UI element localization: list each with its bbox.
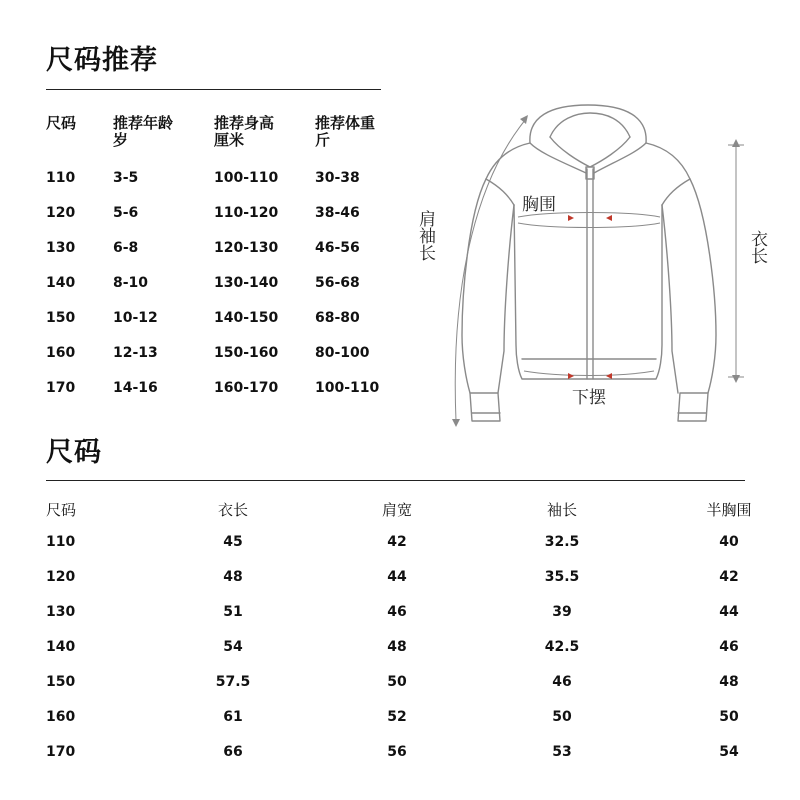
size-cell-length: 45 xyxy=(223,534,243,550)
size-header-sleeve: 袖长 xyxy=(546,501,577,519)
size-cell-shoulder: 46 xyxy=(387,604,407,620)
recommend-cell-age: 12-13 xyxy=(113,345,158,361)
recommend-title-rule xyxy=(46,89,381,90)
recommend-cell-height: 110-120 xyxy=(214,205,279,221)
recommend-cell-height: 160-170 xyxy=(214,380,279,396)
recommend-title: 尺码推荐 xyxy=(46,45,158,76)
recommend-cell-weight: 38-46 xyxy=(315,205,360,221)
size-cell-shoulder: 52 xyxy=(387,709,407,725)
recommend-cell-size: 130 xyxy=(46,240,76,256)
size-title-rule xyxy=(46,480,745,481)
sleeve-arrow-top-icon xyxy=(520,115,528,124)
hem-arrow-right-icon xyxy=(606,373,612,379)
size-cell-sleeve: 39 xyxy=(552,604,572,620)
recommend-cell-size: 140 xyxy=(46,275,76,291)
length-arrow-bottom-icon xyxy=(732,375,740,383)
chest-label: 胸围 xyxy=(522,195,556,215)
recommend-cell-size: 160 xyxy=(46,345,76,361)
shoulder-sleeve-label: 肩袖长 xyxy=(415,210,435,261)
size-cell-sleeve: 46 xyxy=(552,674,572,690)
sleeve-arrow-bottom-icon xyxy=(452,419,460,427)
recommend-cell-height: 120-130 xyxy=(214,240,279,256)
size-cell-half-chest: 46 xyxy=(719,639,739,655)
size-cell-length: 48 xyxy=(223,569,243,585)
recommend-cell-height: 140-150 xyxy=(214,310,279,326)
recommend-header-height: 推荐身高 厘米 xyxy=(214,114,275,149)
recommend-header-age: 推荐年龄 岁 xyxy=(113,114,174,149)
size-cell-shoulder: 50 xyxy=(387,674,407,690)
recommend-cell-weight: 56-68 xyxy=(315,275,360,291)
size-cell-length: 57.5 xyxy=(215,674,251,690)
size-cell-shoulder: 42 xyxy=(387,534,407,550)
size-header-length: 衣长 xyxy=(217,501,248,519)
size-cell-size: 120 xyxy=(46,569,76,585)
recommend-cell-age: 6-8 xyxy=(113,240,139,256)
recommend-header-weight: 推荐体重 斤 xyxy=(315,114,376,149)
size-cell-half-chest: 54 xyxy=(719,744,739,760)
size-cell-sleeve: 50 xyxy=(552,709,572,725)
size-cell-size: 140 xyxy=(46,639,76,655)
recommend-cell-height: 100-110 xyxy=(214,170,279,186)
recommend-header-size: 尺码 xyxy=(46,114,77,132)
size-cell-size: 110 xyxy=(46,534,76,550)
size-cell-size: 170 xyxy=(46,744,76,760)
recommend-cell-height: 130-140 xyxy=(214,275,279,291)
size-cell-sleeve: 42.5 xyxy=(544,639,580,655)
size-cell-size: 130 xyxy=(46,604,76,620)
size-cell-sleeve: 32.5 xyxy=(544,534,580,550)
size-title: 尺码 xyxy=(46,437,102,468)
size-cell-length: 66 xyxy=(223,744,243,760)
size-cell-shoulder: 48 xyxy=(387,639,407,655)
size-cell-shoulder: 56 xyxy=(387,744,407,760)
size-cell-shoulder: 44 xyxy=(387,569,407,585)
recommend-cell-size: 170 xyxy=(46,380,76,396)
recommend-cell-size: 110 xyxy=(46,170,76,186)
size-cell-length: 61 xyxy=(223,709,243,725)
hem-arrow-left-icon xyxy=(568,373,574,379)
size-cell-sleeve: 53 xyxy=(552,744,572,760)
size-cell-half-chest: 48 xyxy=(719,674,739,690)
size-header-size: 尺码 xyxy=(46,501,77,519)
size-cell-sleeve: 35.5 xyxy=(544,569,580,585)
size-cell-half-chest: 42 xyxy=(719,569,739,585)
size-cell-half-chest: 44 xyxy=(719,604,739,620)
recommend-cell-age: 8-10 xyxy=(113,275,149,291)
recommend-cell-weight: 100-110 xyxy=(315,380,380,396)
hem-label: 下摆 xyxy=(572,388,606,408)
length-label: 衣长 xyxy=(747,230,767,264)
size-cell-length: 54 xyxy=(223,639,243,655)
recommend-cell-height: 150-160 xyxy=(214,345,279,361)
recommend-cell-age: 5-6 xyxy=(113,205,139,221)
recommend-cell-age: 3-5 xyxy=(113,170,139,186)
size-header-shoulder: 肩宽 xyxy=(381,501,412,519)
size-header-half-chest: 半胸围 xyxy=(706,501,752,519)
recommend-cell-size: 150 xyxy=(46,310,76,326)
recommend-cell-age: 10-12 xyxy=(113,310,158,326)
recommend-cell-size: 120 xyxy=(46,205,76,221)
size-cell-size: 160 xyxy=(46,709,76,725)
size-cell-length: 51 xyxy=(223,604,243,620)
size-cell-half-chest: 50 xyxy=(719,709,739,725)
recommend-cell-weight: 30-38 xyxy=(315,170,360,186)
length-arrow-top-icon xyxy=(732,139,740,147)
chest-arrow-right-icon xyxy=(606,215,612,221)
size-cell-size: 150 xyxy=(46,674,76,690)
recommend-cell-age: 14-16 xyxy=(113,380,158,396)
recommend-cell-weight: 68-80 xyxy=(315,310,360,326)
chest-arrow-left-icon xyxy=(568,215,574,221)
recommend-cell-weight: 46-56 xyxy=(315,240,360,256)
size-cell-half-chest: 40 xyxy=(719,534,739,550)
recommend-cell-weight: 80-100 xyxy=(315,345,370,361)
